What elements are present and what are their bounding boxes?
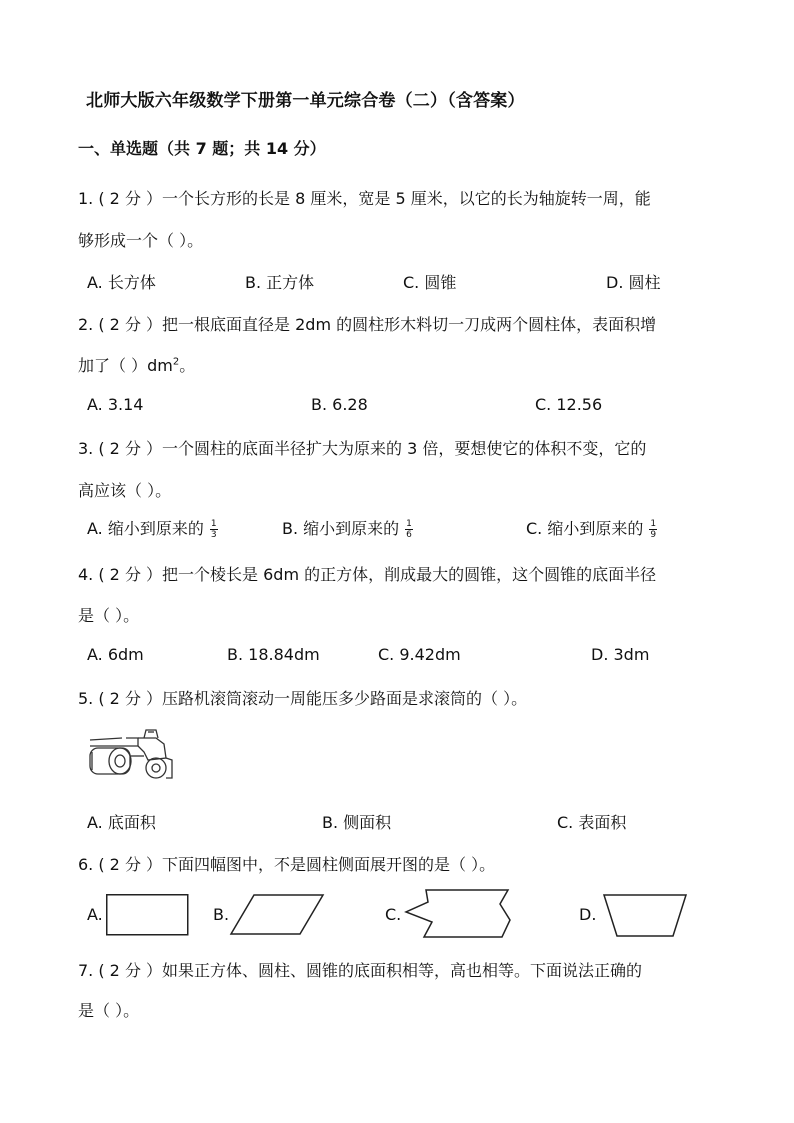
question-4-line-2: 是（ ）。 [78, 606, 140, 625]
question-5-option-c[interactable]: C. 表面积 [557, 813, 627, 832]
question-3-option-c[interactable]: C. 缩小到原来的 $\frac{1}{9}$ [526, 519, 657, 540]
question-4-option-d[interactable]: D. 3dm [591, 645, 650, 664]
question-2-line-1: 2. ( 2 分 ）把一根底面直径是 2dm 的圆柱形木料切一刀成两个圆柱体，表面积增 [78, 315, 657, 334]
question-4-line-1: 4. ( 2 分 ）把一个棱长是 6dm 的正方体，削成最大的圆锥，这个圆锥的底面半径 [78, 565, 657, 584]
parallelogram-shape [230, 894, 326, 936]
question-6-line-1: 6. ( 2 分 ）下面四幅图中，不是圆柱侧面展开图的是（ ）。 [78, 855, 496, 874]
question-3-option-a[interactable]: A. 缩小到原来的 $\frac{1}{3}$ [87, 519, 217, 540]
fraction: $\frac{1}{3}$ [210, 519, 217, 540]
question-7-line-1: 7. ( 2 分 ）如果正方体、圆柱、圆锥的底面积相等，高也相等。下面说法正确的 [78, 961, 643, 980]
question-6-option-b[interactable]: B. [213, 905, 230, 924]
fraction: $\frac{1}{9}$ [650, 519, 657, 540]
page-title: 北师大版六年级数学下册第一单元综合卷（二）（含答案） [86, 91, 525, 111]
question-2-line-2: 加了（ ）$dm^2$。 [78, 356, 196, 375]
question-2-option-a[interactable]: A. 3.14 [87, 395, 144, 414]
question-2-option-b[interactable]: B. 6.28 [311, 395, 368, 414]
zigzag-shape [404, 888, 512, 940]
question-1-option-a[interactable]: A. 长方体 [87, 273, 156, 292]
question-5-option-b[interactable]: B. 侧面积 [322, 813, 392, 832]
question-3-line-2: 高应该（ ）。 [78, 481, 172, 500]
rectangle-shape [106, 894, 190, 936]
question-3-option-b[interactable]: B. 缩小到原来的 $\frac{1}{6}$ [282, 519, 412, 540]
question-5-line-1: 5. ( 2 分 ）压路机滚筒滚动一周能压多少路面是求滚筒的（ ）。 [78, 689, 528, 708]
fraction: $\frac{1}{6}$ [406, 519, 412, 540]
question-1-option-d[interactable]: D. 圆柱 [606, 273, 661, 292]
question-4-option-a[interactable]: A. 6dm [87, 645, 144, 664]
question-1-option-b[interactable]: B. 正方体 [245, 273, 315, 292]
question-7-line-2: 是（ ）。 [78, 1001, 140, 1020]
question-2-option-c[interactable]: C. 12.56 [535, 395, 603, 414]
question-3-line-1: 3. ( 2 分 ）一个圆柱的底面半径扩大为原来的 3 倍，要想使它的体积不变，它的 [78, 439, 647, 458]
question-1-option-c[interactable]: C. 圆锥 [403, 273, 457, 292]
question-6-option-a[interactable]: A. [87, 905, 103, 924]
question-4-option-b[interactable]: B. 18.84dm [227, 645, 320, 664]
question-6-option-d[interactable]: D. [579, 905, 597, 924]
question-4-option-c[interactable]: C. 9.42dm [378, 645, 461, 664]
trapezoid-shape [603, 893, 687, 939]
question-1-line-2: 够形成一个（ ）。 [78, 231, 204, 250]
road-roller-illustration [86, 726, 176, 784]
superscript-2: 2 [172, 356, 180, 368]
section-heading: 一、单选题（共 7 题；共 14 分） [78, 139, 326, 158]
question-5-option-a[interactable]: A. 底面积 [87, 813, 156, 832]
question-1-line-1: 1. ( 2 分 ）一个长方形的长是 8 厘米，宽是 5 厘米，以它的长为轴旋转一周，能 [78, 189, 651, 208]
question-6-option-c[interactable]: C. [385, 905, 402, 924]
